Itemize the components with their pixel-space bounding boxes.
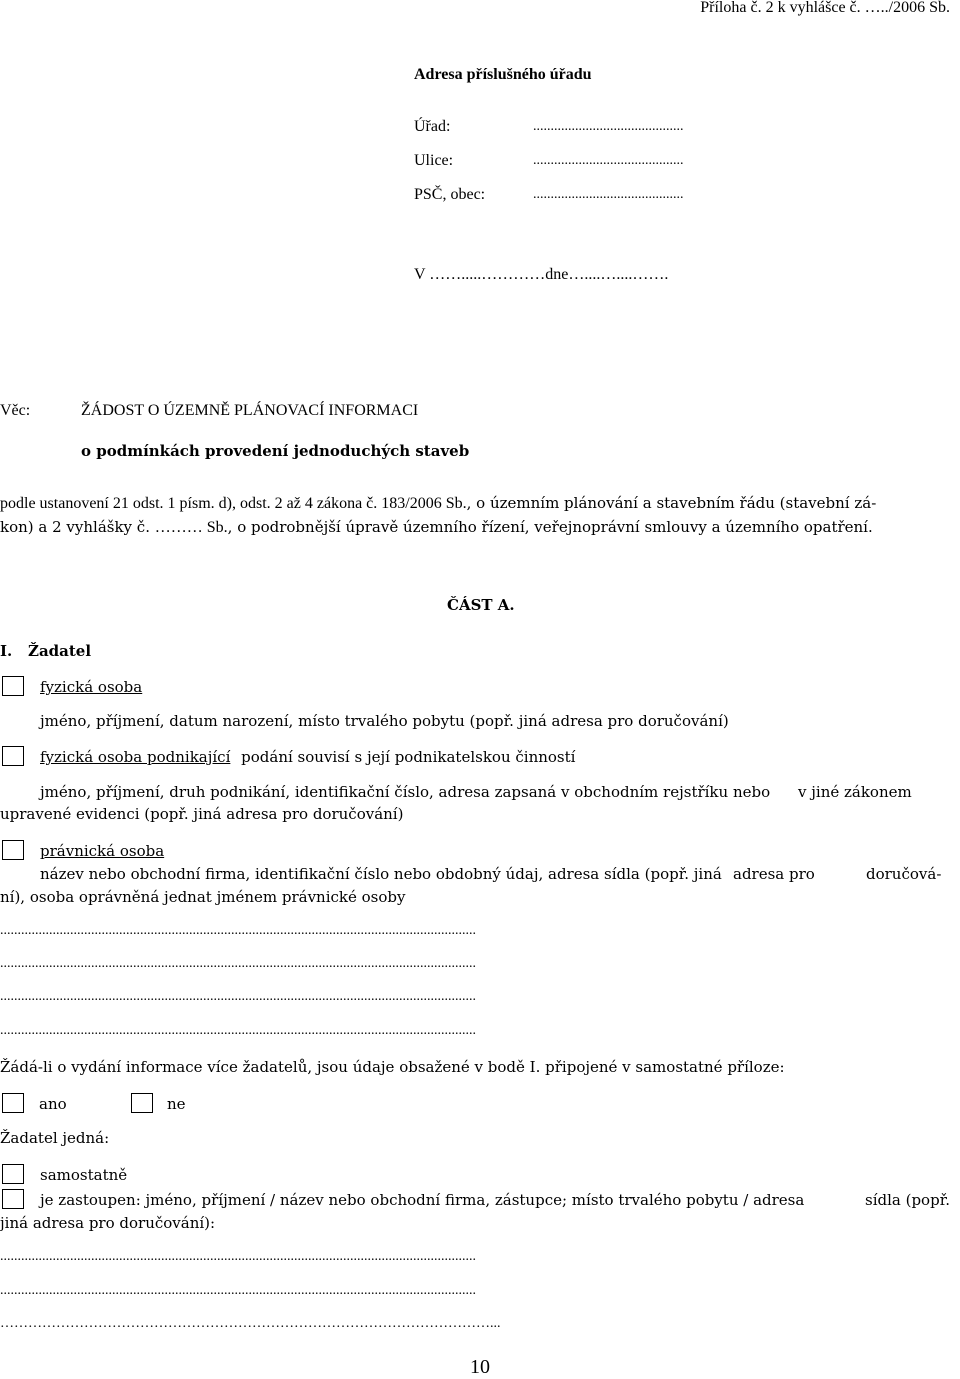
applicant-fill-line[interactable]: ........................................................................................................................................ (0, 989, 476, 1004)
legal-basis-law-name: , o územním plánování a stavebním řádu (stavební zá- (466, 494, 877, 512)
legal-basis-decree-prefix: kon) a 2 vyhlášky č. (0, 518, 155, 536)
represented-checkbox[interactable] (2, 1189, 24, 1209)
section-number: I. (0, 642, 13, 660)
independent-checkbox[interactable] (2, 1164, 24, 1184)
office-label-urad: Úřad: (414, 118, 451, 135)
office-label-ulice: Ulice: (414, 152, 454, 169)
entrepreneur-description-2: upravené evidenci (popř. jiná adresa pro doručování) (0, 805, 404, 823)
section-title: Žadatel (28, 642, 92, 660)
represented-label-1: je zastoupen: jméno, příjmení / název nebo obchodní firma, zástupce; místo trvalého pobytu / adresa (40, 1191, 805, 1209)
part-a-heading: ČÁST A. (447, 596, 515, 614)
independent-label: samostatně (40, 1166, 128, 1184)
subject-title: ŽÁDOST O ÚZEMNĚ PLÁNOVACÍ INFORMACI (81, 402, 419, 419)
acts-label: Žadatel jedná: (0, 1129, 110, 1147)
subject-subtitle: o podmínkách provedení jednoduchých staveb (81, 442, 470, 460)
office-field-psc[interactable]: ........................................... (533, 187, 684, 202)
legal-basis-decree-number: ……… Sb. (154, 519, 228, 536)
legal-basis-line-1 (0, 494, 876, 513)
multiple-yes-checkbox[interactable] (2, 1093, 24, 1113)
multiple-applicants-question: Žádá-li o vydání informace více žadatelů, jsou údaje obsažené v bodě I. připojené v samostatné příloze: (0, 1058, 785, 1076)
place-date-line[interactable]: V …….....…………dne…....…....……. (414, 266, 669, 283)
representative-fill-line[interactable]: ........................................................................................................................................ (0, 1283, 476, 1298)
representative-fill-line[interactable]: ........................................................................................................................................ (0, 1249, 476, 1264)
office-field-urad[interactable]: ........................................... (533, 119, 684, 134)
legal-basis-decree-name: , o podrobnější úpravě územního řízení, veřejnoprávní smlouvy a územního opatření. (227, 518, 873, 536)
office-field-ulice[interactable]: ........................................... (533, 153, 684, 168)
office-label-psc: PSČ, obec: (414, 186, 486, 203)
natural-person-checkbox[interactable] (2, 676, 24, 696)
legal-basis-line-2 (0, 518, 873, 537)
applicant-fill-line[interactable]: ........................................................................................................................................ (0, 956, 476, 971)
applicant-fill-line[interactable]: ........................................................................................................................................ (0, 923, 476, 938)
multiple-no-label: ne (167, 1095, 186, 1113)
legal-basis-law: podle ustanovení 21 odst. 1 písm. d), odst. 2 až 4 zákona č. 183/2006 Sb. (0, 495, 467, 512)
represented-label-2: jiná adresa pro doručování): (0, 1214, 216, 1232)
legal-person-description-1c: doručová- (866, 865, 942, 883)
entrepreneur-label: fyzická osoba podnikající (40, 748, 231, 766)
legal-person-label: právnická osoba (40, 842, 165, 860)
legal-person-description-1b: adresa pro (733, 865, 815, 883)
natural-person-description: jméno, příjmení, datum narození, místo trvalého pobytu (popř. jiná adresa pro doručování) (40, 712, 729, 730)
legal-person-checkbox[interactable] (2, 840, 24, 860)
multiple-no-checkbox[interactable] (131, 1093, 153, 1113)
legal-person-description-2: ní), osoba oprávněná jednat jménem právnické osoby (0, 888, 406, 906)
entrepreneur-line (40, 748, 575, 766)
legal-person-description-1: název nebo obchodní firma, identifikační číslo nebo obdobný údaj, adresa sídla (popř. jiná (40, 865, 722, 883)
page-number: 10 (470, 1356, 490, 1378)
subject-label: Věc: (0, 402, 31, 419)
multiple-yes-label: ano (39, 1095, 67, 1113)
entrepreneur-description-1: jméno, příjmení, druh podnikání, identifikační číslo, adresa zapsaná v obchodním rejstříku nebo (40, 783, 771, 801)
natural-person-label: fyzická osoba (40, 678, 143, 696)
office-heading: Adresa příslušného úřadu (414, 66, 592, 83)
representative-fill-line[interactable]: ……………………………………………………………………………………………... (0, 1316, 501, 1331)
represented-label-1b: sídla (popř. (865, 1191, 950, 1209)
applicant-fill-line[interactable]: ........................................................................................................................................ (0, 1023, 476, 1038)
entrepreneur-checkbox[interactable] (2, 746, 24, 766)
entrepreneur-note: podání souvisí s její podnikatelskou činností (241, 748, 576, 766)
entrepreneur-description-1b: v jiné zákonem (798, 783, 912, 801)
annex-reference: Příloha č. 2 k vyhlášce č. …../2006 Sb. (700, 0, 950, 16)
